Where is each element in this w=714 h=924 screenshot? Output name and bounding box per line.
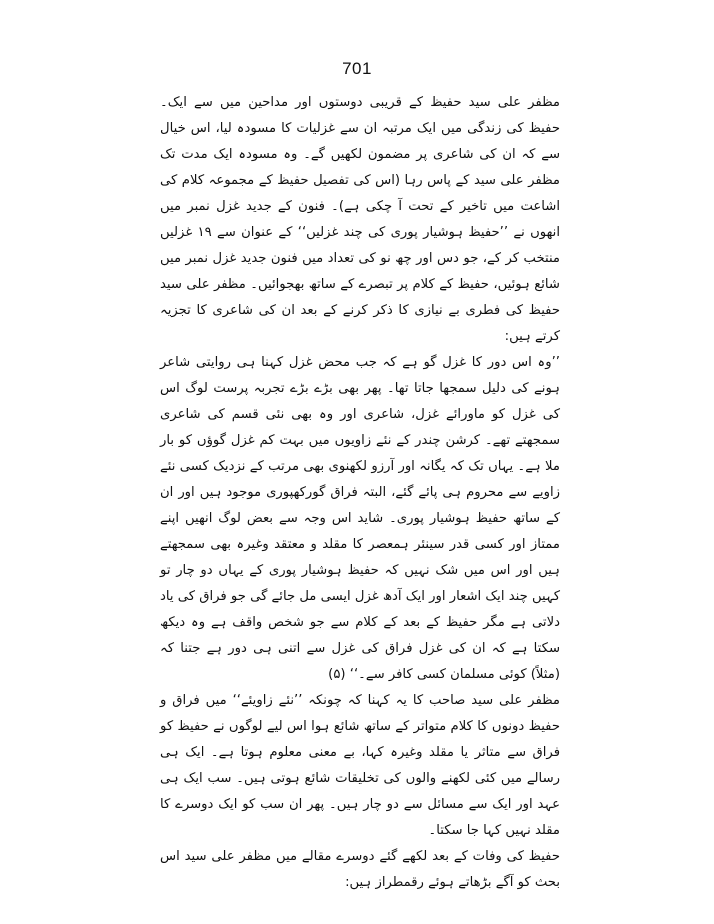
body-text: [160, 90, 560, 896]
page-number: 701: [342, 59, 372, 78]
paragraph-quotation: ’’وہ اس دور کا غزل گو ہے کہ جب محض غزل کہنا ہی روایتی شاعر ہونے کی دلیل سمجھا جاتا تھا۔ پھر بھی بڑے بڑے تجربہ پرست لوگ اس کی غزل کو ماورائے غزل، شاعری اور وہ بھی نئی قسم کی شاعری سمجھتے تھے۔ کرشن چندر کے نئے زاویوں میں بہت کم غزل گوؤں کو بار ملا ہے۔ یہاں تک کہ یگانہ اور آرزو لکھنوی بھی مرتب کے نزدیک کسی نئے زاویے سے محروم ہی پائے گئے، البتہ فراق گورکھپوری موجود ہیں اور ان کے ساتھ حفیظ ہوشیار پوری۔ شاید اس وجہ سے بعض لوگ انھیں اپنے ممتاز اور کسی قدر سینئر ہمعصر کا مقلد و معتقد وغیرہ بھی سمجھتے ہیں اور اس میں شک نہیں کہ حفیظ ہوشیار پوری کے یہاں دو چار تو کہیں چند ایک اشعار اور ایک آدھ غزل ایسی مل جائے گی جو فراق کی یاد دلاتی ہے مگر حفیظ کے بعد کے کلام سے جو شخص واقف ہے وہ دیکھ سکتا ہے کہ ان کی غزل فراق کی غزل سے اتنی ہی دور ہے جتنا کہ (مثلاً) کوئی مسلمان کسی کافر سے۔‘‘ (۵): [160, 355, 560, 682]
paragraph-commentary: مظفر علی سید صاحب کا یہ کہنا کہ چونکہ ’’نئے زاویئے‘‘ میں فراق و حفیظ دونوں کا کلام متواتر کے ساتھ شائع ہوا اس لیے لوگوں نے حفیظ کو فراق سے متاثر یا مقلد وغیرہ کہا، بے معنی معلوم ہوتا ہے۔ ایک ہی رسالے میں کئی لکھنے والوں کی تخلیقات شائع ہوتی ہیں۔ سب ایک ہی عہد اور ایک سے مسائل سے دو چار ہیں۔ پھر ان سب کو ایک دوسرے کا مقلد نہیں کہا جا سکتا۔: [160, 693, 560, 838]
paragraph-intro: مظفر علی سید حفیظ کے قریبی دوستوں اور مداحین میں سے ایک۔ حفیظ کی زندگی میں ایک مرتبہ ان سے غزلیات کا مسودہ لیا، اس خیال سے کہ ان کی شاعری پر مضمون لکھیں گے۔ وہ مسودہ ایک مدت تک مظفر علی سید کے پاس رہا (اس کی تفصیل حفیظ کے مجموعہ کلام کی اشاعت میں تاخیر کے تحت آ چکی ہے)۔ فنون کے جدید غزل نمبر میں انھوں نے ’’حفیظ ہوشیار پوری کی چند غزلیں‘‘ کے عنوان سے ۱۹ غزلیں منتخب کر کے، جو دس اور چھ نو کی تعداد میں فنون جدید غزل نمبر میں شائع ہوئیں، حفیظ کے کلام پر تبصرے کے ساتھ بھجوائیں۔ مظفر علی سید حفیظ کی فطری بے نیازی کا ذکر کرنے کے بعد ان کی شاعری کا تجزیہ کرتے ہیں:: [160, 95, 560, 344]
paragraph-lead-in: حفیظ کی وفات کے بعد لکھے گئے دوسرے مقالے میں مظفر علی سید اس بحث کو آگے بڑھاتے ہوئے رقمطراز ہیں:: [160, 849, 560, 890]
